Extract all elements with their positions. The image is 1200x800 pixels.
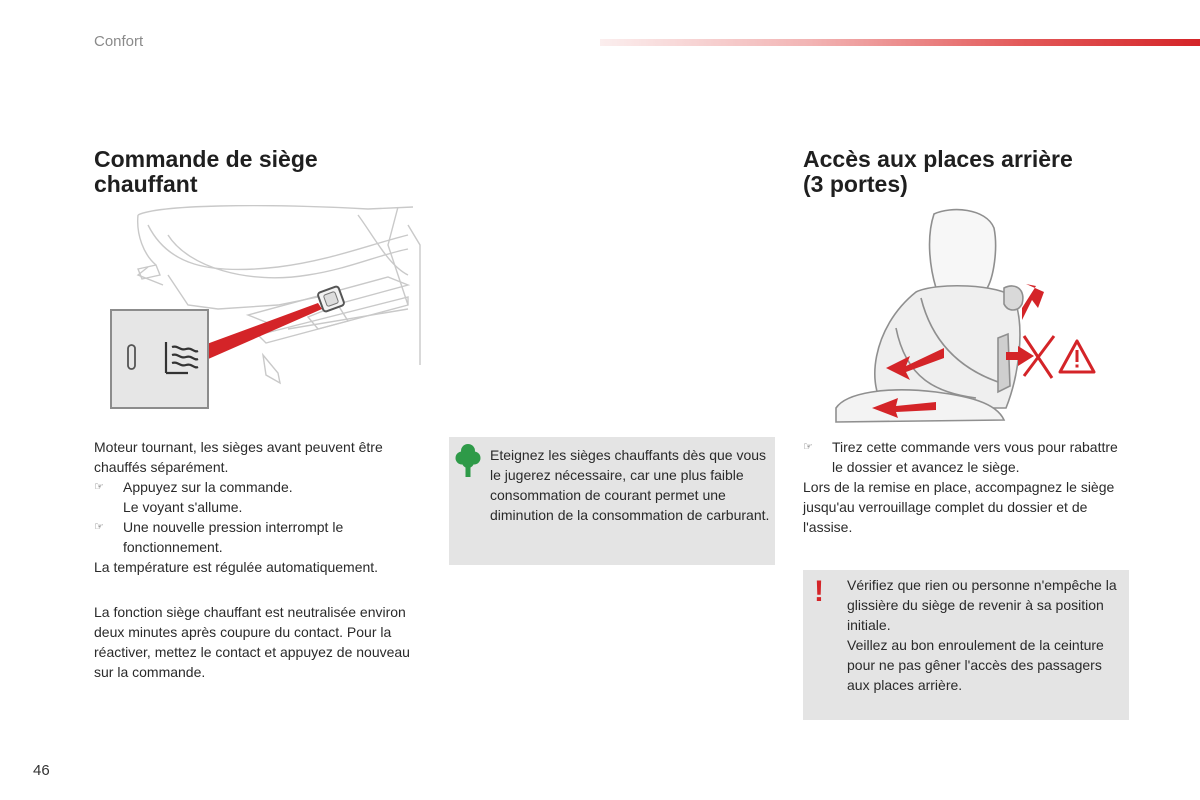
heated-seat-intro: Moteur tournant, les sièges avant peuvent être chauffés séparément. [94, 439, 383, 475]
repositioning-text: Lors de la remise en place, accompagnez le siège jusqu'au verrouillage complet du dossier et de l'assise. [803, 479, 1115, 535]
bullet-hand-icon: ☞ [94, 481, 104, 493]
warning-line1: Vérifiez que rien ou personne n'empêche la glissière du siège de revenir à sa position initiale. [847, 577, 1117, 633]
bullet-second-press [94, 517, 419, 557]
tree-icon [455, 443, 481, 477]
folding-seat-illustration [826, 208, 1101, 426]
bullet-press-text: Appuyez sur la commande. [123, 479, 293, 495]
exclamation-icon: ! [814, 575, 824, 608]
bullet-hand-icon: ☞ [803, 441, 813, 453]
bullet-second-press-text: Une nouvelle pression interrompt le fonctionnement. [123, 519, 344, 555]
heated-seat-switch-closeup [111, 310, 208, 408]
heated-seat-instructions [94, 437, 419, 577]
page-number: 46 [33, 762, 50, 779]
header-accent-bar [600, 39, 1200, 46]
bullet-press-control [94, 477, 419, 517]
rear-access-title [803, 147, 1073, 197]
neutralisation-paragraph: La fonction siège chauffant est neutralisée environ deux minutes après coupure du contact. Pour la réactiver, mettez le contact et appuyez de nouveau sur la commande. [94, 604, 410, 680]
bullet-hand-icon: ☞ [94, 521, 104, 533]
warning-line2: Veillez au bon enroulement de la ceinture pour ne pas gêner l'accès des passagers aux places arrière. [847, 637, 1104, 693]
bullet-pull-control [803, 437, 1128, 477]
eco-note-box [449, 437, 775, 565]
rear-access-instructions [803, 437, 1128, 537]
warning-note-box [803, 570, 1129, 720]
section-header: Confort [94, 33, 144, 50]
warning-note-text [847, 575, 1125, 695]
rear-access-title-line1: Accès aux places arrière [803, 146, 1073, 172]
heated-seat-title-line2: chauffant [94, 171, 198, 197]
temperature-regulation-text: La température est régulée automatiquement. [94, 559, 379, 575]
bullet-pull-text: Tirez cette commande vers vous pour rabattre le dossier et avancez le siège. [832, 439, 1118, 475]
warning-triangle-icon [1060, 341, 1094, 372]
eco-note-text: Eteignez les sièges chauffants dès que vous le jugerez nécessaire, car une plus faible consommation de courant permet une diminution de la consommation de carburant. [490, 447, 770, 523]
heated-seat-title-line1: Commande de siège [94, 146, 318, 172]
rear-access-title-line2: (3 portes) [803, 171, 908, 197]
heated-seat-title [94, 147, 318, 197]
bullet-light-text: Le voyant s'allume. [123, 499, 243, 515]
heated-seat-illustration [108, 205, 423, 410]
